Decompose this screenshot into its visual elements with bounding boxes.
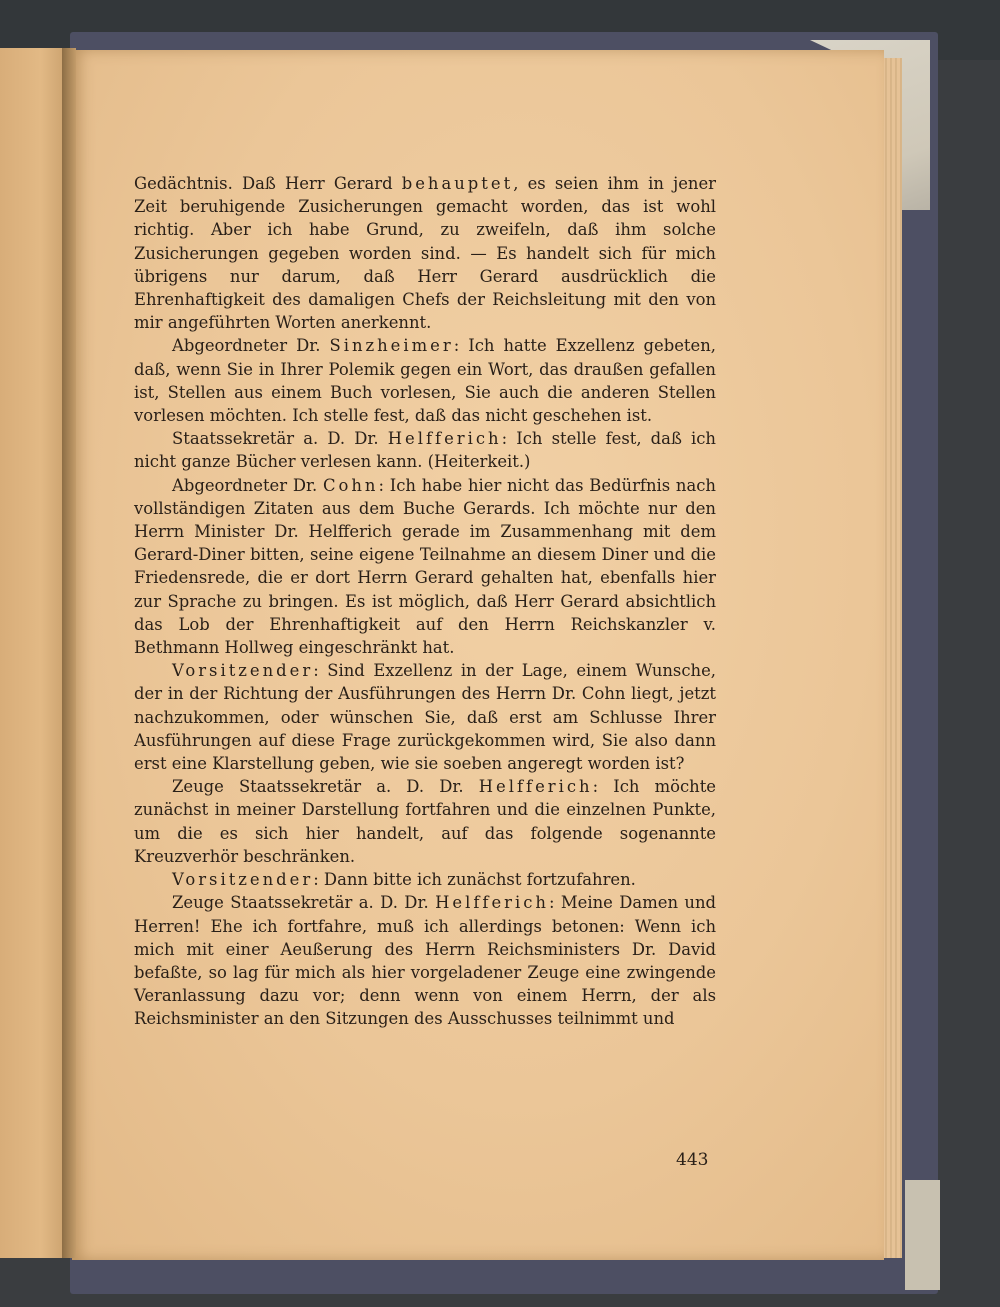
text-run: : Sind Exzellenz in der Lage, einem Wunsche, der in der Richtung der Ausführungen des Herrn Dr. Cohn liegt, jetzt nachzukommen, oder wünschen Sie, daß erst am Schlusse Ihrer Ausführungen auf diese Frage zurückgekommen wird, Sie also dann erst eine Klarstellung geben, wie sie soeben angeregt worden ist? [134,661,716,774]
text-run: : Meine Damen und Herren! Ehe ich fortfahre, muß ich allerdings betonen: Wenn ich mich mit einer Aeußerung des Herrn Reichsministers Dr. David befaßte, so lag für mich als hier vorgeladener Zeuge eine zwingende Veranlassung dazu vor; denn wenn von einem Herrn, der als Reichsminister an den Sitzungen des Ausschusses teilnimmt und [134,893,716,1029]
page-number: 443 [676,1150,709,1170]
paragraph [134,474,716,660]
paragraph [134,172,716,334]
text-run: Zeuge Staatssekretär a. D. Dr. [172,777,479,797]
text-run: , es seien ihm in jener Zeit beruhigende Zusicherungen gemacht worden, das ist wohl richtig. Aber ich habe Grund, zu zweifeln, daß ihm solche Zusicherungen gegeben worden sind. — Es handelt sich für mich übrigens nur darum, daß Herr Gerard ausdrücklich die Ehrenhaftigkeit des damaligen Chefs der Reichsleitung mit den von mir angeführten Worten anerkennt. [134,174,716,333]
paragraph [134,427,716,473]
speaker-name: Helfferich [478,777,593,797]
text-run: Abgeordneter Dr. [172,336,330,356]
text-run: Zeuge Staatssekretär a. D. Dr. [172,893,436,913]
speaker-name: behauptet [401,174,514,193]
text-run: : Dann bitte ich zunächst fortzufahren. [313,870,636,890]
text-run: : Ich hatte Exzellenz gebeten, daß, wenn Sie in Ihrer Polemik gegen ein Wort, das draußen gefallen ist, Stellen aus einem Buch vorlesen, Sie auch die anderen Stellen vorlesen möchten. Ich stelle fest, daß das nicht geschehen ist. [134,336,716,426]
paragraph [134,891,716,1030]
left-page-edge [0,48,68,1258]
paragraph [134,334,716,427]
cover-corner-bottom [905,1180,940,1290]
page-text [134,172,716,1031]
text-run: : Ich stelle fest, daß ich nicht ganze Bücher verlesen kann. (Heiterkeit.) [134,429,716,472]
paragraph [134,775,716,868]
speaker-name: Sinzheimer [329,336,454,356]
text-run: Abgeordneter Dr. [172,475,323,495]
speaker-name: Helfferich [387,429,502,449]
speaker-name: Vorsitzender [172,870,314,890]
paragraph [134,868,716,891]
speaker-name: Vorsitzender [172,661,314,681]
speaker-name: Cohn [322,475,379,495]
book-gutter [62,48,76,1258]
speaker-name: Helfferich [435,893,549,913]
text-run: Gedächtnis. Daß Herr Gerard [134,174,402,193]
text-run: Staatssekretär a. D. Dr. [172,429,388,449]
paragraph [134,659,716,775]
text-run: : Ich habe hier nicht das Bedürfnis nach vollständigen Zitaten aus dem Buche Gerards. Ich möchte nur den Herrn Minister Dr. Helfferich gerade im Zusammenhang mit dem Gerard-Diner bitten, seine eigene Teilnahme an diesem Diner und die Friedensrede, die er dort Herrn Gerard gehalten hat, ebenfalls hier zur Sprache zu bringen. Es ist möglich, daß Herr Gerard absichtlich das Lob der Ehrenhaftigkeit auf den Herrn Reichskanzler v. Bethmann Hollweg eingeschränkt hat. [134,475,716,658]
text-run: : Ich möchte zunächst in meiner Darstellung fortfahren und die einzelnen Punkte, um die es sich hier handelt, auf das folgende sogenannte Kreuzverhör beschränken. [134,777,716,866]
